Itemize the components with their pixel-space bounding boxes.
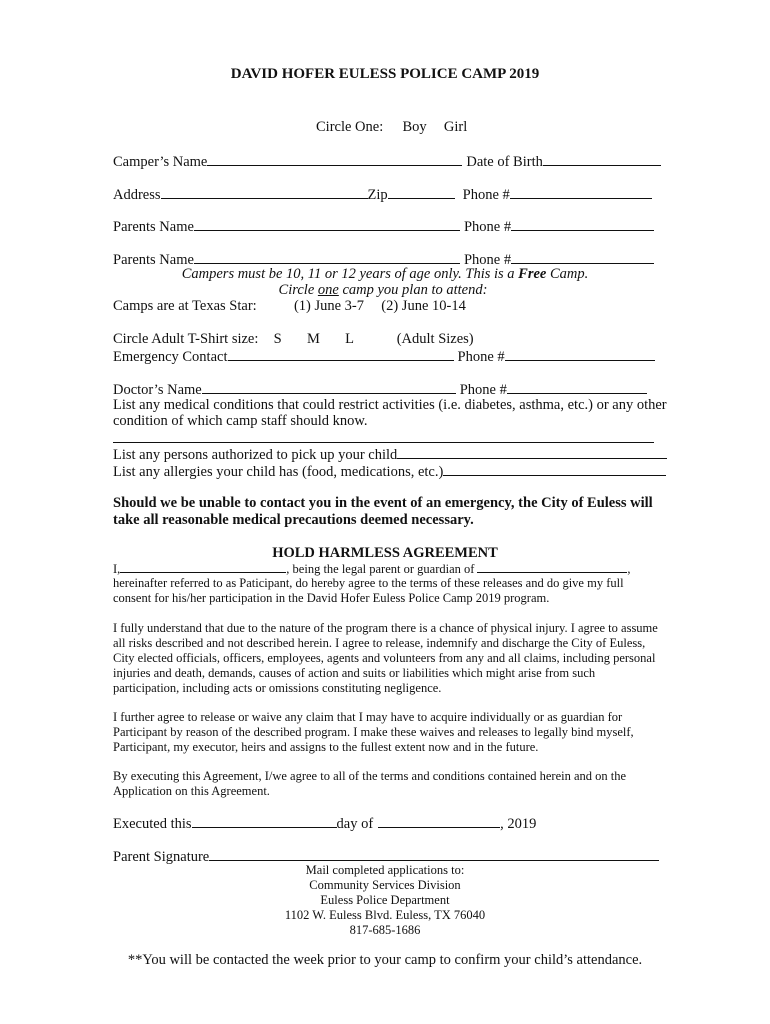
doctors-name-field[interactable] [202, 380, 456, 394]
guardian-row [113, 561, 631, 577]
phone-label: Phone # [459, 382, 507, 398]
campers-name-label: Camper’s Name [113, 154, 208, 170]
phone-field[interactable] [511, 250, 654, 264]
gender-row [316, 119, 467, 136]
tshirt-label: Circle Adult T-Shirt size: [113, 331, 259, 347]
mail-line-3: Euless Police Department [320, 893, 450, 907]
tshirt-row [113, 331, 474, 348]
tshirt-size-s[interactable]: S [273, 331, 282, 347]
age-note-text: Campers must be 10, 11 or 12 years of age only. This is a [181, 266, 519, 282]
address-row [113, 185, 652, 204]
form-title: DAVID HOFER EULESS POLICE CAMP 2019 [230, 66, 540, 82]
phone-field[interactable] [507, 380, 647, 394]
circle-camp-one: one [317, 282, 339, 298]
mail-line-1: Mail completed applications to: [305, 863, 465, 877]
address-label: Address [113, 187, 161, 203]
allergies-row [113, 462, 666, 481]
zip-label: Zip [367, 187, 388, 203]
agreement-paragraph-4: By executing this Agreement, I/we agree to all of the terms and conditions contained herein and on the Application on this Agreement. [113, 769, 627, 798]
gender-option-boy[interactable]: Boy [402, 119, 427, 135]
medical-line-2: condition of which camp staff should know. [113, 413, 368, 429]
phone-label: Phone # [463, 252, 512, 268]
parent-signature-label: Parent Signature [113, 849, 210, 865]
allergies-field[interactable] [443, 462, 666, 476]
agreement-paragraph-3: I further agree to release or waive any claim that I may have to acquire individually or as guardian for Participant by reason of the described program. I make these waives and releases to legally bind myself, Participant, my executor, heirs and assigns to the fullest extent now and in the future. [113, 710, 634, 754]
date-of-birth-field[interactable] [543, 152, 661, 166]
agreement-paragraph-1: hereinafter referred to as Paticipant, do hereby agree to the terms of these releases and do give my full consent for his/her participation in the David Hofer Euless Police Camp 2019 program. [113, 576, 624, 605]
date-of-birth-label: Date of Birth [466, 154, 543, 170]
camps-row [113, 298, 466, 315]
campers-name-row [113, 152, 661, 171]
circle-camp-post: camp you plan to attend: [338, 282, 488, 298]
emergency-contact-row [113, 347, 655, 366]
parents-name-row-1 [113, 217, 654, 236]
phone-field[interactable] [511, 217, 654, 231]
phone-field[interactable] [505, 347, 655, 361]
camps-label: Camps are at Texas Star: [113, 298, 257, 314]
agreement-paragraph-2: I fully understand that due to the nature of the program there is a chance of physical injury. I agree to assume all risks described and not described herein. I agree to release, indemnify and discharge the City of Euless, City elected officials, officers, employees, agents and volunteers from any and all claims, including personal injuries and death, demands, causes of action and suits or liabilities which might arise from such participation, including acts or omissions constituting negligence. [113, 621, 658, 695]
phone-label: Phone # [462, 187, 510, 203]
zip-field[interactable] [388, 185, 455, 199]
footer-note: **You will be contacted the week prior to your camp to confirm your child’s attendance. [127, 952, 643, 968]
executed-year: , 2019 [500, 816, 537, 832]
tshirt-size-m[interactable]: M [306, 331, 320, 347]
guardian-text: , being the legal parent or guardian of [286, 562, 475, 576]
pickup-field[interactable] [397, 445, 667, 459]
agreement-heading: HOLD HARMLESS AGREEMENT [272, 545, 498, 561]
executed-day-field[interactable] [192, 814, 337, 828]
tshirt-size-l[interactable]: L [345, 331, 354, 347]
free-emphasis: Free [518, 266, 547, 282]
day-of-label: day of [336, 816, 374, 832]
medical-line-1: List any medical conditions that could restrict activities (i.e. diabetes, asthma, etc.) or any other [113, 397, 667, 413]
phone-label: Phone # [463, 219, 512, 235]
guardian-comma: , [627, 562, 631, 576]
doctors-name-label: Doctor’s Name [113, 382, 202, 398]
emergency-notice-line-2: take all reasonable medical precautions deemed necessary. [113, 512, 474, 528]
circle-camp-pre: Circle [278, 282, 318, 298]
parents-name-field[interactable] [194, 250, 460, 264]
circle-one-label: Circle One: [316, 119, 384, 135]
allergies-label: List any allergies your child has (food, medications, etc.) [113, 464, 444, 480]
medical-answer-line[interactable] [113, 442, 654, 443]
mail-line-4: 1102 W. Euless Blvd. Euless, TX 76040 [284, 908, 486, 922]
phone-label: Phone # [457, 349, 505, 365]
pickup-label: List any persons authorized to pick up your child [113, 447, 398, 463]
circle-camp-note [0, 282, 768, 299]
executed-row [113, 814, 536, 833]
address-field[interactable] [161, 185, 368, 199]
gender-option-girl[interactable]: Girl [443, 119, 468, 135]
age-note [0, 266, 770, 283]
mail-line-2: Community Services Division [309, 878, 461, 892]
emergency-contact-field[interactable] [228, 347, 454, 361]
camp-option-1[interactable]: (1) June 3-7 [293, 298, 365, 314]
participant-name-field[interactable] [477, 561, 627, 573]
emergency-contact-label: Emergency Contact [113, 349, 228, 365]
phone-field[interactable] [510, 185, 652, 199]
emergency-notice-line-1: Should we be unable to contact you in the event of an emergency, the City of Euless will [113, 495, 653, 511]
mail-line-5: 817-685-1686 [349, 923, 421, 937]
camp-option-2[interactable]: (2) June 10-14 [381, 298, 466, 314]
parent-signature-field[interactable] [209, 847, 659, 861]
i-label: I, [113, 562, 121, 576]
age-note-end: Camp. [546, 266, 589, 282]
parent-name-field[interactable] [120, 561, 286, 573]
campers-name-field[interactable] [207, 152, 462, 166]
tshirt-note: (Adult Sizes) [396, 331, 474, 347]
parents-name-label: Parents Name [113, 219, 194, 235]
executed-month-field[interactable] [378, 814, 500, 828]
executed-label: Executed this [113, 816, 192, 832]
parents-name-field[interactable] [194, 217, 460, 231]
parents-name-label: Parents Name [113, 252, 194, 268]
